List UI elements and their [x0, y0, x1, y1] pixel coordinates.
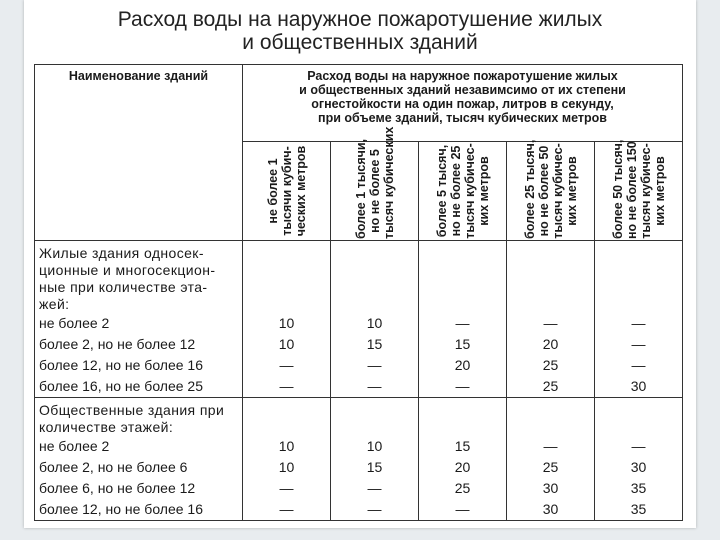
- section-title-spacer: [243, 241, 330, 313]
- column-header-text: [435, 143, 491, 239]
- column-header-text: [266, 143, 308, 239]
- table-cell-value: —: [631, 315, 646, 331]
- table-cell-value: 25: [542, 378, 559, 394]
- table-cell-value: 25: [542, 357, 559, 373]
- section-title-spacer: [595, 241, 682, 313]
- column-header-line: не более 1: [265, 158, 280, 224]
- header-main-line: Расход воды на наружное пожаротушение жилых: [307, 69, 618, 83]
- column-header-line: ких метров: [652, 156, 667, 226]
- section-title-spacer: [331, 398, 418, 436]
- table-cell-value: —: [543, 438, 558, 454]
- table-cell-value: 10: [366, 438, 383, 454]
- header-water-consumption: [243, 65, 683, 142]
- column-header-line: более 25 тысяч,: [522, 139, 537, 239]
- header-building-name: Наименование зданий: [35, 65, 243, 241]
- section-title-spacer: [507, 241, 594, 313]
- column-header-line: но не более 5: [367, 149, 382, 233]
- document-page: [24, 0, 696, 528]
- column-header-line: более 50 тысяч,: [610, 139, 625, 239]
- header-main-line: огнестойкости на один пожар, литров в секунду,: [311, 97, 614, 111]
- column-header-line: тысяч кубичес-: [638, 143, 653, 239]
- table-cell-value: —: [631, 336, 646, 352]
- table-cell-value: —: [367, 378, 382, 394]
- table-cell-value: 25: [542, 459, 559, 475]
- table-section: [35, 398, 683, 521]
- section-title-line: жей:: [39, 296, 70, 312]
- header-main-line: при объеме зданий, тысяч кубических метров: [318, 111, 607, 125]
- water-consumption-table: [34, 64, 682, 524]
- section-title-line: Общественные здания при: [39, 402, 225, 418]
- table-cell-value: 15: [454, 438, 471, 454]
- column-header-text: [522, 139, 579, 239]
- row-label: более 2, но не более 6: [39, 459, 188, 475]
- value-column-3: [419, 398, 507, 521]
- column-header-line: более 1 тысячи,: [353, 138, 368, 239]
- table-cell-value: 10: [278, 315, 295, 331]
- table-cell-value: —: [367, 480, 382, 496]
- table-cell-value: 35: [630, 501, 647, 517]
- table-cell-value: —: [367, 501, 382, 517]
- title-line-1: Расход воды на наружное пожаротушение жилых: [117, 8, 603, 31]
- column-header-line: тысяч кубических: [381, 126, 396, 239]
- row-label: более 12, но не более 16: [39, 501, 203, 517]
- table-cell-value: —: [455, 315, 470, 331]
- data-table: [34, 64, 683, 521]
- value-column-1: [243, 241, 331, 398]
- column-header-line: тысяч кубичес-: [462, 143, 477, 239]
- row-label: более 2, но не более 12: [39, 336, 196, 352]
- table-cell-value: 25: [454, 480, 471, 496]
- table-cell-value: 10: [278, 459, 295, 475]
- section-label-cell: [35, 398, 243, 521]
- column-header-line: но не более 150: [624, 141, 639, 239]
- column-header-line: тысячи кубич-: [279, 146, 294, 236]
- column-header-volume-3: [419, 142, 507, 241]
- table-cell-value: —: [455, 378, 470, 394]
- table-cell-value: 10: [278, 336, 295, 352]
- section-title-spacer: [243, 398, 330, 436]
- table-cell-value: 15: [454, 336, 471, 352]
- column-header-line: ких метров: [476, 156, 491, 226]
- table-cell-value: —: [367, 357, 382, 373]
- section-title-line: ные при количестве эта-: [39, 279, 208, 295]
- row-label: более 6, но не более 12: [39, 480, 196, 496]
- column-header-line: но не более 25: [448, 145, 463, 237]
- table-section: [35, 241, 683, 398]
- section-title-spacer: [419, 241, 506, 313]
- table-cell-value: —: [279, 501, 294, 517]
- column-header-volume-5: [595, 139, 683, 241]
- row-label: более 12, но не более 16: [39, 357, 203, 373]
- row-label: более 16, но не более 25: [39, 378, 203, 394]
- table-cell-value: —: [279, 378, 294, 394]
- table-cell-value: 20: [454, 459, 471, 475]
- section-title-spacer: [419, 398, 506, 436]
- section-label-cell: [35, 241, 243, 398]
- value-column-2: [331, 241, 419, 398]
- column-header-line: ких метров: [564, 156, 579, 226]
- table-cell-value: —: [631, 438, 646, 454]
- section-title-spacer: [331, 241, 418, 313]
- table-cell-value: 10: [278, 438, 295, 454]
- page-title: [24, 8, 696, 54]
- table-cell-value: —: [455, 501, 470, 517]
- column-header-volume-4: [507, 139, 595, 241]
- value-column-4: [507, 398, 595, 521]
- section-title-line: ционные и многосекцион-: [39, 262, 216, 278]
- table-cell-value: 20: [542, 336, 559, 352]
- table-cell-value: —: [279, 480, 294, 496]
- column-header-line: ческих метров: [293, 145, 308, 237]
- column-header-volume-1: [243, 142, 331, 241]
- table-cell-value: 30: [630, 378, 647, 394]
- value-column-5: [595, 241, 683, 398]
- column-header-line: тысяч кубичес-: [550, 143, 565, 239]
- section-title-line: количестве этажей:: [39, 419, 174, 435]
- value-column-1: [243, 398, 331, 521]
- value-column-2: [331, 398, 419, 521]
- table-cell-value: —: [543, 315, 558, 331]
- value-column-5: [595, 398, 683, 521]
- table-cell-value: 10: [366, 315, 383, 331]
- table-cell-value: 15: [366, 459, 383, 475]
- table-cell-value: 20: [454, 357, 471, 373]
- title-line-2: и общественных зданий: [242, 31, 478, 54]
- table-cell-value: —: [279, 357, 294, 373]
- column-header-line: но не более 50: [536, 145, 551, 237]
- section-title-line: Жилые здания односек-: [39, 245, 204, 261]
- header-main-line: и общественных зданий незавимсимо от их степени: [299, 83, 626, 97]
- table-cell-value: 30: [630, 459, 647, 475]
- row-label: не более 2: [39, 315, 110, 331]
- value-column-3: [419, 241, 507, 398]
- table-cell-value: 15: [366, 336, 383, 352]
- table-cell-value: 30: [542, 480, 559, 496]
- table-cell-value: —: [631, 357, 646, 373]
- table-cell-value: 30: [542, 501, 559, 517]
- section-title-spacer: [507, 398, 594, 436]
- column-header-text: [610, 139, 667, 239]
- column-header-volume-2: [331, 126, 419, 241]
- table-cell-value: 35: [630, 480, 647, 496]
- row-label: не более 2: [39, 438, 110, 454]
- section-title-spacer: [595, 398, 682, 436]
- column-header-line: более 5 тысяч,: [434, 144, 449, 238]
- column-header-text: [353, 126, 396, 239]
- value-column-4: [507, 241, 595, 398]
